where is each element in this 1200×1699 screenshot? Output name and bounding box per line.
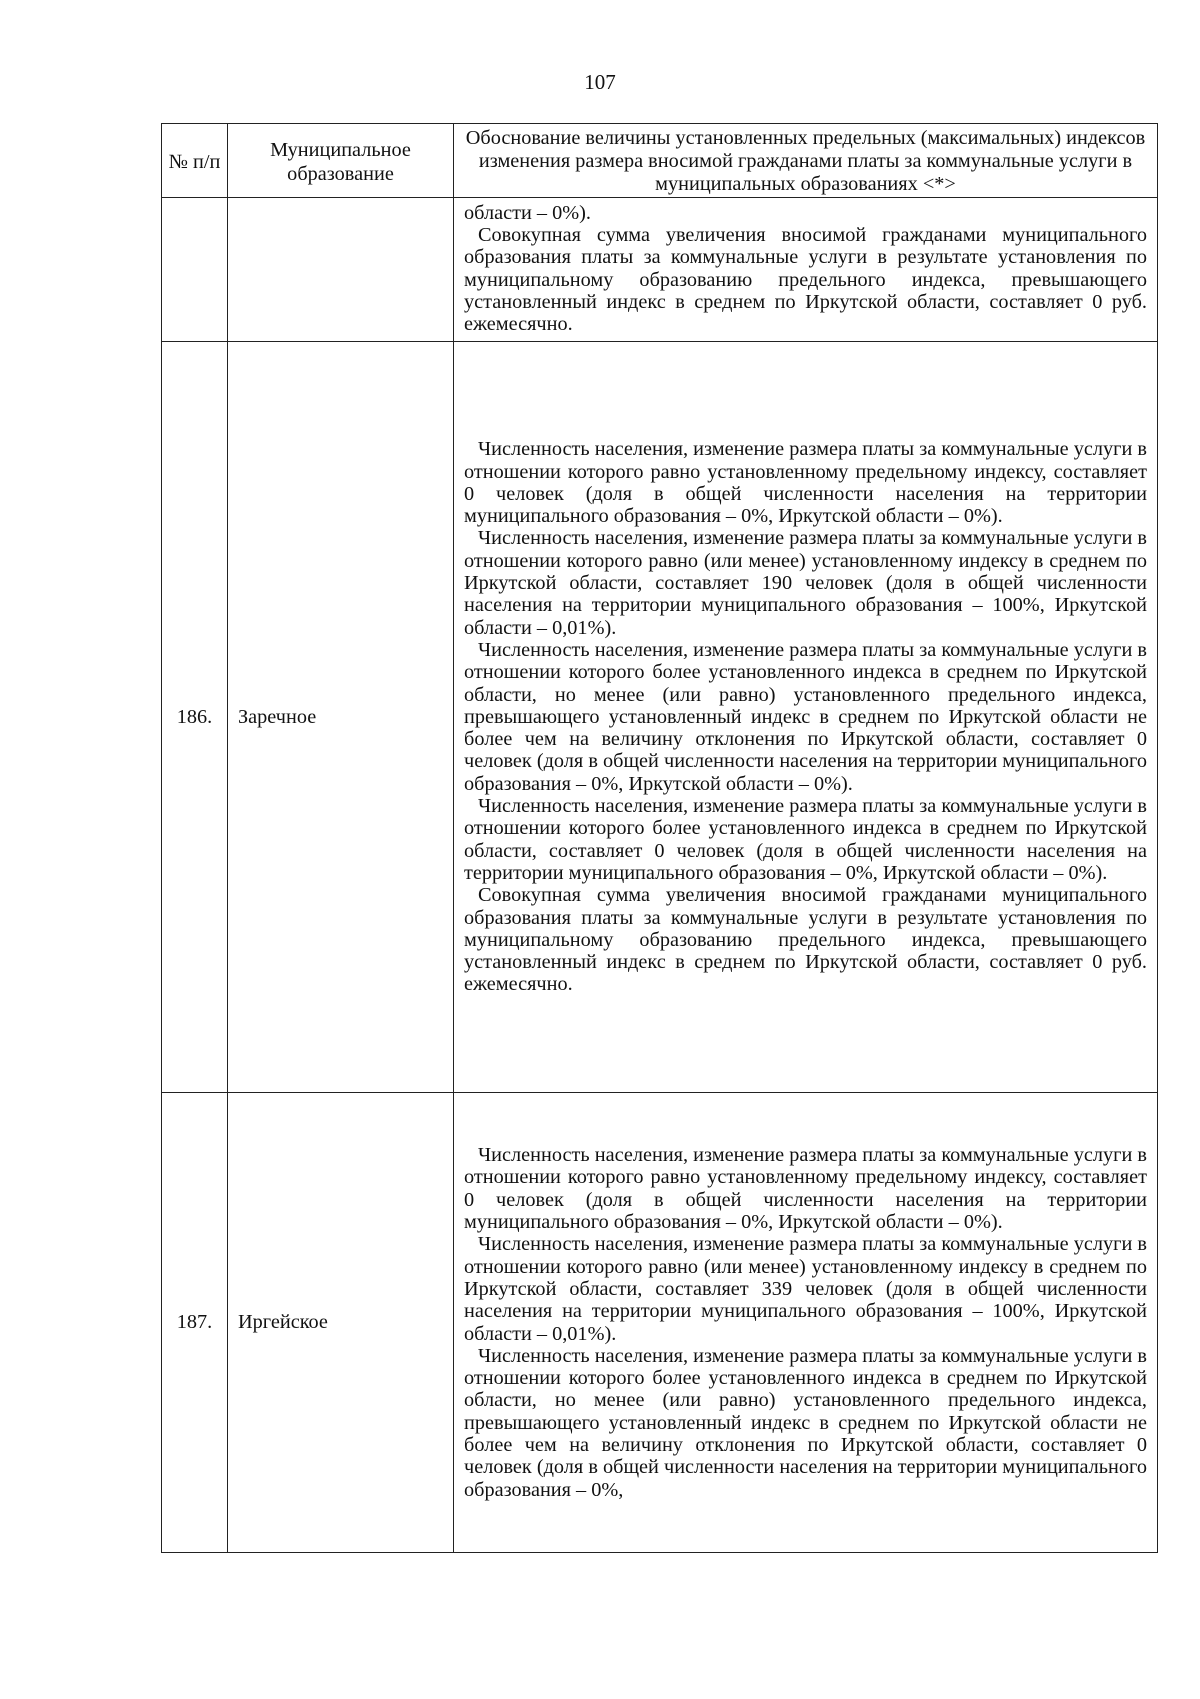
row-number: 186. [162,342,228,1093]
header-num: № п/п [162,124,228,198]
row-justification [454,1093,1158,1553]
row-municipality: Иргейское [228,1093,454,1553]
table-row [162,1093,1158,1553]
table-row [162,342,1158,1093]
paragraph: области – 0%). [464,201,591,224]
paragraph: Численность населения, изменение размера платы за коммунальные услуги в отношении которого равно установленному предельному индексу, составляет 0 человек (доля в общей численности населения на территории муниципального образования – 0%, Иркутской области – 0%). [464,1144,1147,1234]
row-municipality: Заречное [228,342,454,1093]
row-municipality [228,198,454,342]
paragraph: Совокупная сумма увеличения вносимой гражданами муниципального образования платы за коммунальные услуги в результате установления по муниципальному образованию предельного индекса, превышающего установленный индекс в среднем по Иркутской области, составляет 0 руб. ежемесячно. [464,884,1147,996]
row-justification [454,198,1158,342]
paragraph: Численность населения, изменение размера платы за коммунальные услуги в отношении которого более установленного индекса в среднем по Иркутской области, но менее (или равно) установленного предельного индекса, превышающего установленный индекс в среднем по Иркутской области не более чем на величину отклонения по Иркутской области, составляет 0 человек (доля в общей численности населения на территории муниципального образования – 0%, [464,1344,1147,1501]
paragraph: Численность населения, изменение размера платы за коммунальные услуги в отношении которого равно (или менее) установленному индексу в среднем по Иркутской области, составляет 190 человек (доля в общей численности населения на территории муниципального образования – 100%, Иркутской области – 0,01%). [464,527,1147,639]
index-justification-table [161,123,1158,1553]
header-municipality: Муниципальное образование [228,124,454,198]
paragraph: Численность населения, изменение размера платы за коммунальные услуги в отношении которого более установленного индекса в среднем по Иркутской области, но менее (или равно) установленного предельного индекса, превышающего установленный индекс в среднем по Иркутской области не более чем на величину отклонения по Иркутской области, составляет 0 человек (доля в общей численности населения на территории муниципального образования – 0%, Иркутской области – 0%). [464,638,1147,795]
table-row [162,198,1158,342]
paragraph: Численность населения, изменение размера платы за коммунальные услуги в отношении которого более установленного индекса в среднем по Иркутской области, составляет 0 человек (доля в общей численности населения на территории муниципального образования – 0%, Иркутской области – 0%). [464,795,1147,884]
paragraph: Совокупная сумма увеличения вносимой гражданами муниципального образования платы за коммунальные услуги в результате установления по муниципальному образованию предельного индекса, превышающего установленный индекс в среднем по Иркутской области, составляет 0 руб. ежемесячно. [464,223,1147,336]
row-justification [454,342,1158,1093]
header-justification: Обоснование величины установленных предельных (максимальных) индексов изменения размера вносимой гражданами платы за коммунальные услуги в муниципальных образованиях <*> [454,124,1158,198]
table-header-row [162,124,1158,198]
row-number [162,198,228,342]
paragraph: Численность населения, изменение размера платы за коммунальные услуги в отношении которого равно установленному предельному индексу, составляет 0 человек (доля в общей численности населения на территории муниципального образования – 0%, Иркутской области – 0%). [464,438,1147,528]
row-number: 187. [162,1093,228,1553]
paragraph: Численность населения, изменение размера платы за коммунальные услуги в отношении которого равно (или менее) установленному индексу в среднем по Иркутской области, составляет 339 человек (доля в общей численности населения на территории муниципального образования – 100%, Иркутской области – 0,01%). [464,1233,1147,1345]
page-number: 107 [584,70,616,94]
